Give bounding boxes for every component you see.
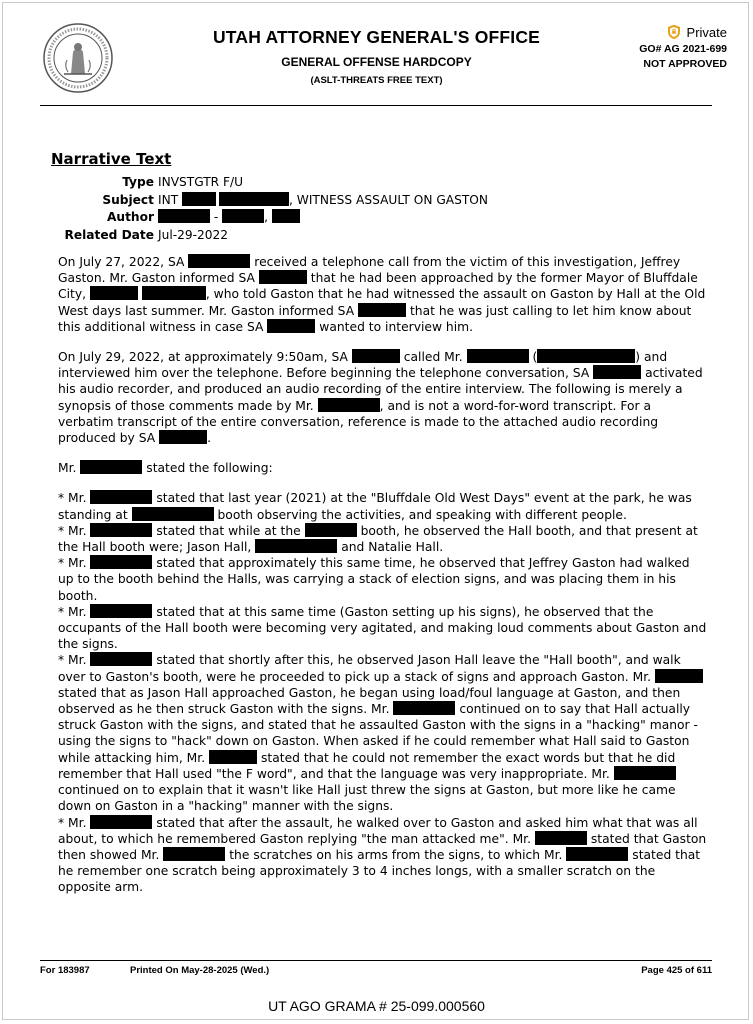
text-run: stated that after the assault, he walked over to Gaston and asked him what that was all about, to which he remembered Gaston replying "the man attacked me". Mr. bbox=[58, 815, 698, 846]
text-run: stated the following: bbox=[146, 461, 273, 476]
paragraph-3 bbox=[58, 460, 708, 476]
redaction bbox=[132, 507, 214, 521]
text-run: activated his audio recorder, and produced an audio recording of the entire interview. The following is merely a synopsis of those comments made by Mr. bbox=[58, 366, 703, 413]
paragraph-1 bbox=[58, 254, 708, 335]
text-run: ( bbox=[532, 350, 538, 365]
text-run: * Mr. bbox=[58, 653, 87, 668]
text-run: On July 29, 2022, at approximately 9:50am, SA bbox=[58, 350, 348, 365]
footer-divider bbox=[40, 960, 712, 961]
text-run: that he was just calling to let him know about this additional witness in case SA bbox=[58, 303, 692, 334]
text-run: On July 27, 2022, SA bbox=[58, 255, 185, 269]
report-category: (ASLT-THREATS FREE TEXT) bbox=[310, 75, 443, 86]
statement-bullet bbox=[58, 490, 708, 522]
redaction bbox=[90, 490, 152, 504]
text-run: , and is not a word-for-word transcript. For a verbatim transcript of the entire conversation, reference is made to the attached audio recording produced by SA bbox=[58, 398, 659, 446]
text-run: called Mr. bbox=[403, 350, 463, 365]
redaction bbox=[163, 847, 225, 861]
statement-bullet bbox=[58, 652, 708, 814]
text-run: continued on to say that Hall actually struck Gaston with the signs, and stated that he assaulted Gaston with the signs in a "hacking" manor - using the signs to "hack" down on Gaston. When asked if he could remember what Hall said to Gaston while attacking him, Mr. bbox=[58, 702, 698, 765]
text-run: continued on to explain that it wasn't like Hall just threw the signs at Gaston, but more like he came down on Gaston in a "hacking" manner with the signs. bbox=[58, 783, 676, 814]
meta-subject-row bbox=[51, 192, 488, 210]
text-run: stated that last year (2021) at the "Bluffdale Old West Days" event at the park, he was standing at bbox=[58, 491, 692, 522]
subject-prefix: INT bbox=[158, 192, 179, 207]
text-run: ) and interviewed him over the telephone. Before beginning the telephone conversation, SA bbox=[58, 350, 668, 381]
text-run: * Mr. bbox=[58, 604, 87, 619]
footer-page-number: Page 425 of 611 bbox=[641, 965, 712, 976]
text-run: the scratches on his arms from the signs, to which Mr. bbox=[229, 847, 563, 862]
redaction bbox=[222, 209, 264, 223]
subject-suffix: , WITNESS ASSAULT ON GASTON bbox=[289, 192, 489, 207]
redaction bbox=[158, 209, 210, 223]
text-run: Mr. bbox=[58, 461, 77, 476]
text-run: booth observing the activities, and speaking with different people. bbox=[217, 507, 627, 522]
text-run: stated that he remember one scratch being approximately 3 to 4 inches longs, with a smaller scratch on the opposite arm. bbox=[58, 847, 701, 895]
redaction bbox=[90, 286, 138, 300]
type-label: Type bbox=[122, 175, 154, 189]
office-title: UTAH ATTORNEY GENERAL'S OFFICE bbox=[212, 27, 541, 47]
section-title: Narrative Text bbox=[51, 150, 172, 168]
redaction bbox=[90, 523, 152, 537]
redaction bbox=[537, 349, 635, 363]
redaction bbox=[614, 766, 676, 780]
redaction bbox=[535, 831, 587, 845]
text-run: stated that shortly after this, he observed Jason Hall leave the "Hall booth", and walk over to Gaston's booth, were he proceeded to pick up a stack of signs and approach Gaston. Mr. bbox=[58, 653, 681, 684]
redaction bbox=[267, 319, 315, 333]
meta-type-row bbox=[51, 174, 488, 192]
statement-bullet bbox=[58, 815, 708, 896]
go-number: GO# AG 2021-699 bbox=[639, 43, 727, 55]
redaction bbox=[272, 209, 300, 223]
redaction bbox=[182, 192, 216, 206]
text-run: * Mr. bbox=[58, 556, 87, 571]
type-value: INVSTGTR F/U bbox=[158, 175, 244, 189]
redaction bbox=[358, 303, 406, 317]
redaction bbox=[90, 652, 152, 666]
paragraph-2 bbox=[58, 349, 708, 446]
related-date-label: Related Date bbox=[64, 227, 154, 242]
narrative-body bbox=[58, 254, 708, 896]
text-run: * Mr. bbox=[58, 815, 87, 830]
redaction bbox=[259, 270, 307, 284]
author-sep: , bbox=[264, 210, 269, 224]
text-run: and Natalie Hall. bbox=[341, 540, 444, 555]
footer-for: For 183987 bbox=[40, 965, 90, 976]
text-run: received a telephone call from the victim of this investigation, Jeffrey Gaston. Mr. Gaston informed SA bbox=[58, 255, 681, 286]
text-run: stated that Gaston then showed Mr. bbox=[58, 831, 707, 862]
text-run: booth, he observed the Hall booth, and that present at the Hall booth were; Jason Hall, bbox=[58, 523, 698, 555]
redaction bbox=[318, 398, 380, 412]
header-divider bbox=[40, 105, 712, 106]
text-run: , who told Gaston that he had witnessed the assault on Gaston by Hall at the Old West days last summer. Mr. Gaston informed SA bbox=[58, 287, 706, 318]
text-run: wanted to interview him. bbox=[319, 319, 474, 334]
statement-bullet bbox=[58, 604, 708, 653]
text-run: that he had been approached by the former Mayor of Bluffdale City, bbox=[58, 271, 698, 302]
redaction bbox=[467, 349, 529, 363]
subject-label: Subject bbox=[102, 192, 154, 207]
redaction bbox=[352, 349, 400, 363]
redaction bbox=[90, 604, 152, 618]
private-label: Private bbox=[686, 24, 727, 40]
text-run: * Mr. bbox=[58, 491, 87, 506]
redaction bbox=[393, 701, 455, 715]
report-type: GENERAL OFFENSE HARDCOPY bbox=[281, 55, 472, 69]
related-date-value: Jul-29-2022 bbox=[158, 227, 229, 242]
author-sep: - bbox=[213, 210, 219, 224]
redaction bbox=[90, 555, 152, 569]
redaction bbox=[142, 286, 206, 300]
redaction bbox=[255, 539, 337, 553]
narrative-metadata bbox=[51, 174, 488, 244]
approval-status: NOT APPROVED bbox=[643, 58, 727, 70]
statement-bullet bbox=[58, 555, 708, 604]
privacy-block bbox=[639, 24, 727, 70]
text-run: . bbox=[207, 431, 212, 446]
grama-stamp: UT AGO GRAMA # 25-099.000560 bbox=[268, 998, 485, 1014]
redaction bbox=[80, 460, 142, 474]
redaction bbox=[566, 847, 628, 861]
redaction bbox=[593, 365, 641, 379]
private-shield-icon bbox=[667, 24, 681, 40]
text-run: stated that he could not remember the exact words but that he did remember that Hall used "the F word", and that the language was very inappropriate. Mr. bbox=[58, 750, 676, 781]
redaction bbox=[159, 430, 207, 444]
redaction bbox=[209, 750, 257, 764]
text-run: * Mr. bbox=[58, 523, 87, 538]
text-run: stated that as Jason Hall approached Gaston, he began using load/foul language at Gaston, and then observed as he then struck Gaston with the signs. Mr. bbox=[58, 685, 681, 717]
statement-bullet bbox=[58, 523, 708, 555]
redaction bbox=[219, 192, 289, 206]
meta-related-date-row bbox=[51, 227, 488, 245]
redaction bbox=[188, 254, 250, 268]
text-run: stated that while at the bbox=[156, 523, 301, 538]
meta-author-row bbox=[51, 209, 488, 227]
text-run: stated that at this same time (Gaston setting up his signs), he observed that the occupants of the Hall booth were becoming very agitated, and making loud comments about Gaston and the signs. bbox=[58, 604, 707, 652]
redaction bbox=[90, 815, 152, 829]
redaction bbox=[305, 523, 357, 537]
text-run: stated that approximately this same time, he observed that Jeffrey Gaston had walked up to the booth behind the Halls, was carrying a stack of election signs, and was placing them in his booth. bbox=[58, 556, 690, 603]
author-label: Author bbox=[107, 210, 154, 224]
footer-printed-date: Printed On May-28-2025 (Wed.) bbox=[130, 965, 270, 976]
redaction bbox=[655, 669, 703, 683]
